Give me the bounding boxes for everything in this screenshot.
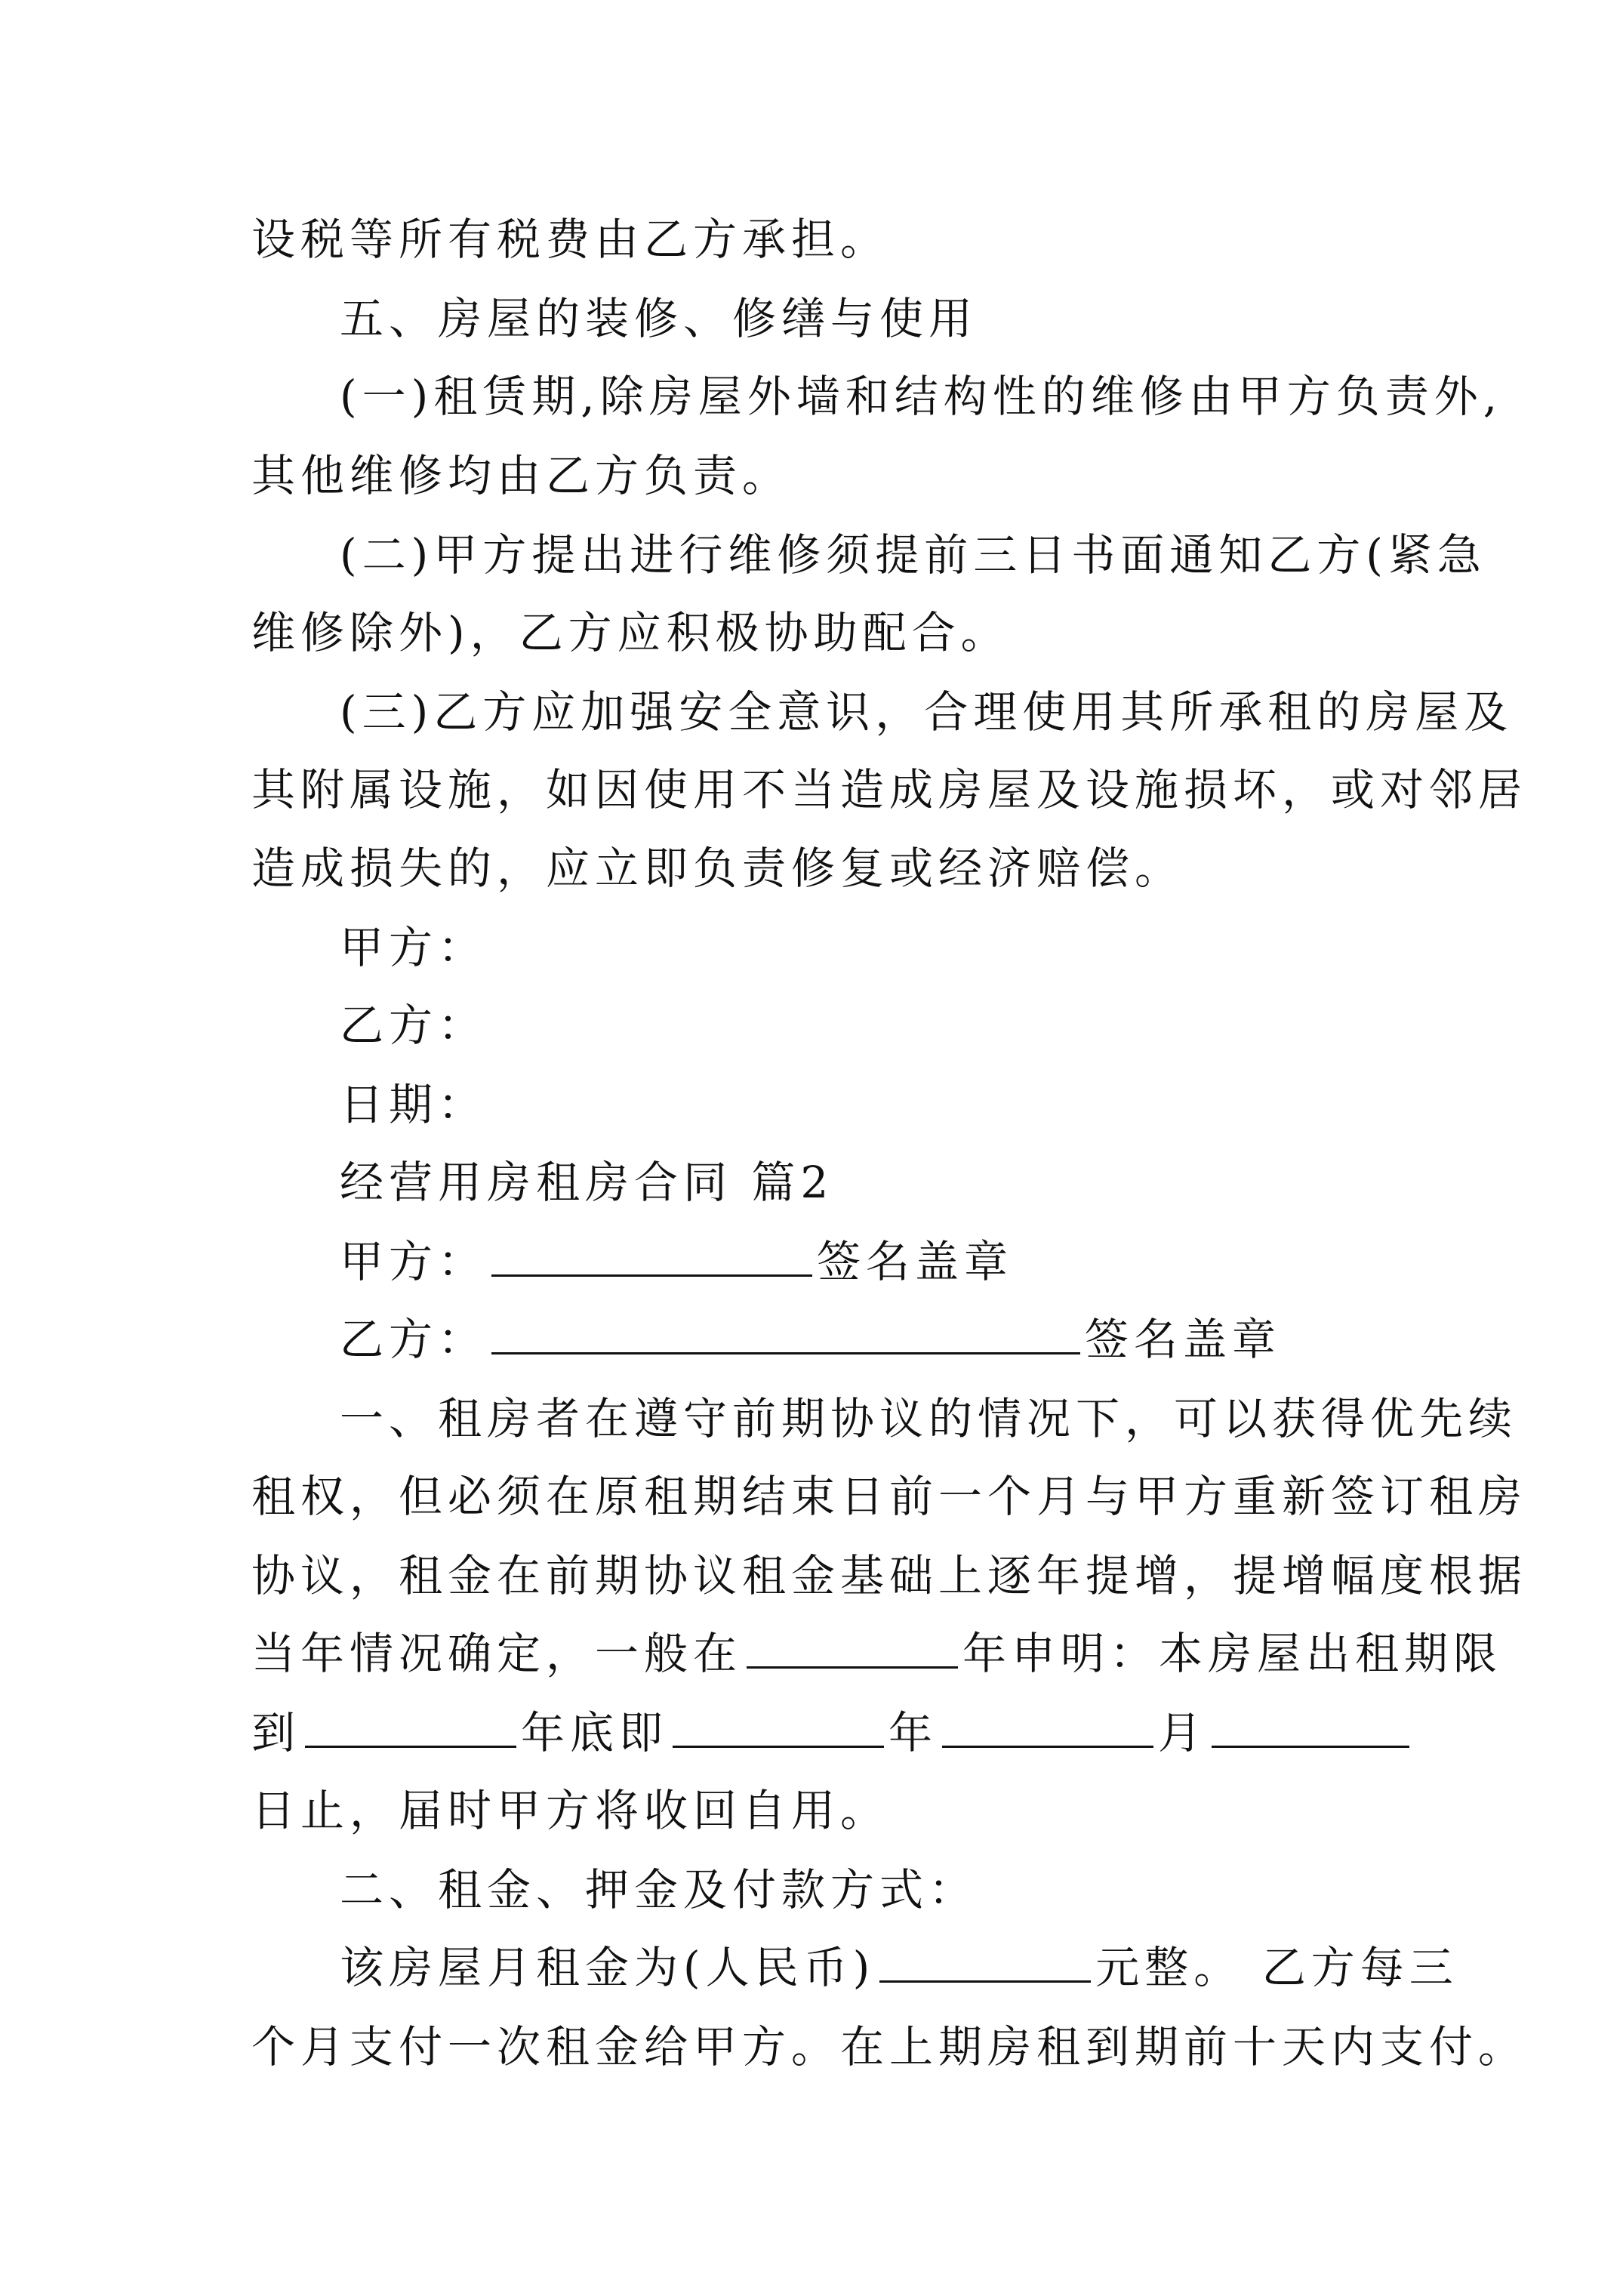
text-line: 设税等所有税费由乙方承担。 xyxy=(251,214,890,265)
text-line: 一、租房者在遵守前期协议的情况下，可以获得优先续 xyxy=(340,1393,1518,1444)
section-heading: 二、租金、押金及付款方式： xyxy=(340,1864,978,1915)
blank-field[interactable] xyxy=(305,1706,516,1748)
text-line: 其他维修均由乙方负责。 xyxy=(251,450,792,501)
blank-field[interactable] xyxy=(1212,1706,1409,1748)
text-fragment: 元整。 乙方每三 xyxy=(1095,1942,1458,1993)
text-line xyxy=(251,1627,1502,1680)
text-fragment: 年申明：本房屋出租期限 xyxy=(962,1628,1503,1679)
text-line: 协议，租金在前期协议租金基础上逐年提增，提增幅度根据 xyxy=(251,1550,1528,1601)
blank-field[interactable] xyxy=(942,1706,1153,1748)
text-line: 租权，但必须在原租期结束日前一个月与甲方重新签订租房 xyxy=(251,1471,1528,1522)
text-line: 维修除外)，乙方应积极协助配合。 xyxy=(251,607,1010,658)
text-fragment: 年 xyxy=(888,1707,938,1758)
text-line: (一)租赁期,除房屋外墙和结构性的维修由甲方负责外, xyxy=(340,371,1503,422)
text-fragment: 到 xyxy=(251,1707,301,1758)
text-line: (二)甲方提出进行维修须提前三日书面通知乙方(紧急 xyxy=(340,529,1486,581)
text-fragment: 月 xyxy=(1158,1707,1208,1758)
blank-field[interactable] xyxy=(879,1941,1091,1983)
text-line: (三)乙方应加强安全意识，合理使用其所承租的房屋及 xyxy=(340,686,1514,738)
text-line: 其附属设施，如因使用不当造成房屋及设施损坏，或对邻居 xyxy=(251,764,1528,815)
sign-a-label: 甲方： xyxy=(340,1236,488,1287)
text-line: 个月支付一次租金给甲方。在上期房租到期前十天内支付。 xyxy=(251,2021,1528,2073)
date-label: 日期： xyxy=(340,1079,488,1130)
blank-field[interactable] xyxy=(491,1313,1080,1354)
sign-line-b xyxy=(340,1313,1281,1366)
blank-field[interactable] xyxy=(491,1235,812,1277)
text-fragment: 当年情况确定，一般在 xyxy=(251,1628,743,1679)
blank-field[interactable] xyxy=(747,1627,958,1669)
party-a-label: 甲方： xyxy=(340,922,488,973)
section-heading: 五、房屋的装修、修缮与使用 xyxy=(340,293,978,344)
party-b-label: 乙方： xyxy=(340,1000,488,1051)
text-line xyxy=(251,1706,1414,1759)
blank-field[interactable] xyxy=(673,1706,884,1748)
sign-b-label: 乙方： xyxy=(340,1314,488,1365)
text-line xyxy=(340,1941,1458,1994)
text-line: 日止，届时甲方将收回自用。 xyxy=(251,1785,890,1836)
text-line: 造成损失的，应立即负责修复或经济赔偿。 xyxy=(251,843,1184,894)
contract-title: 经营用房租房合同 篇2 xyxy=(340,1157,834,1208)
sign-line-a xyxy=(340,1235,1013,1288)
sign-b-suffix: 签名盖章 xyxy=(1085,1314,1282,1365)
text-fragment: 年底即 xyxy=(521,1707,669,1758)
sign-a-suffix: 签名盖章 xyxy=(817,1236,1014,1287)
text-fragment: 该房屋月租金为(人民币) xyxy=(340,1942,876,1993)
